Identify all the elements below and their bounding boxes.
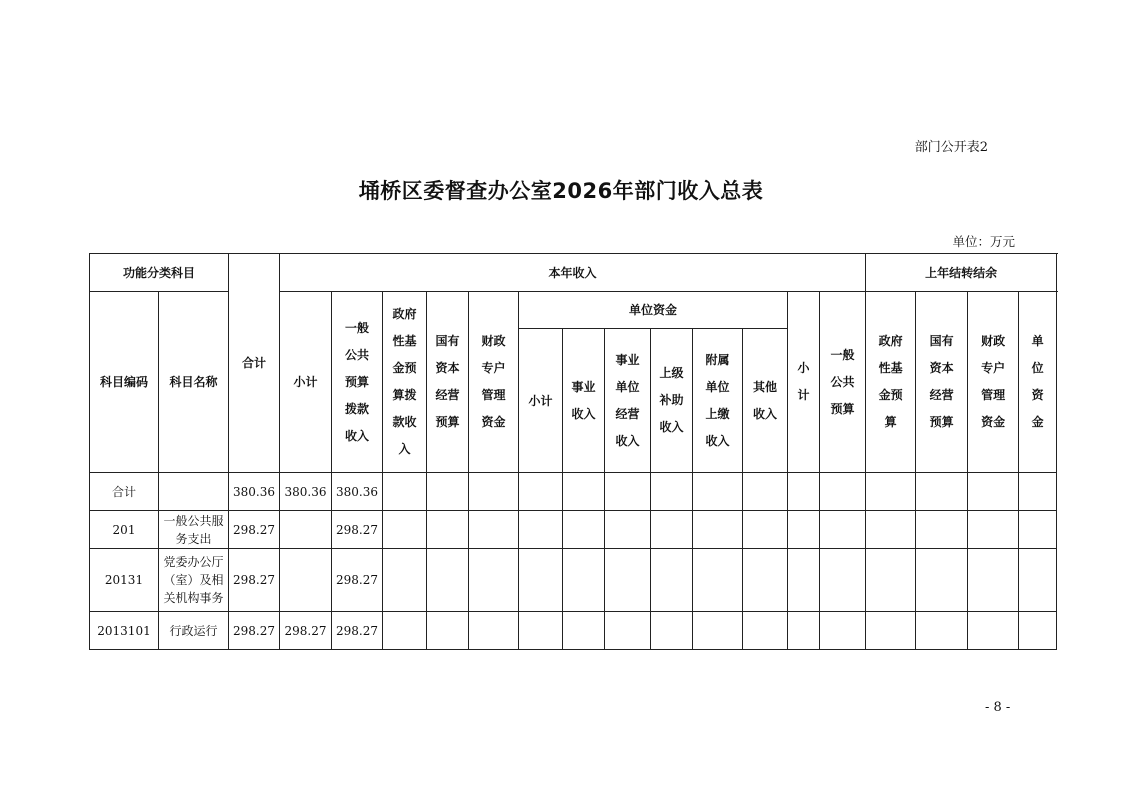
cell-name: 一般公共服务支出 <box>159 511 229 549</box>
cell-total: 298.27 <box>229 612 280 650</box>
header-subject-name: 科目名称 <box>159 292 229 473</box>
header-uf-other: 其他收入 <box>743 329 788 473</box>
header-uf-unit-operating: 事业单位经营收入 <box>605 329 651 473</box>
cell-cur-general-budget: 298.27 <box>332 549 383 612</box>
table-row <box>90 511 1057 549</box>
header-cur-gov-fund: 政府性基金预算拨款收入 <box>383 292 427 473</box>
cell-code: 20131 <box>90 549 159 612</box>
header-unit-funds: 单位资金 <box>519 292 788 329</box>
cell-cur-subtotal: 298.27 <box>280 612 332 650</box>
header-uf-superior-subsidy: 上级补助收入 <box>651 329 693 473</box>
cell-total: 298.27 <box>229 549 280 612</box>
cell-name <box>159 473 229 511</box>
page-title: 埇桥区委督查办公室2026年部门收入总表 <box>358 179 764 203</box>
cell-name: 行政运行 <box>159 612 229 650</box>
page-number: - 8 - <box>985 700 1011 715</box>
cell-total: 380.36 <box>229 473 280 511</box>
form-number: 部门公开表2 <box>914 140 988 155</box>
header-py-soe: 国有资本经营预算 <box>916 292 968 473</box>
table-row <box>90 549 1057 612</box>
header-current-income: 本年收入 <box>280 254 866 292</box>
header-prior-carryover: 上年结转结余 <box>866 254 1057 292</box>
header-py-unit-funds: 单位资金 <box>1019 292 1057 473</box>
header-cur-subtotal: 小计 <box>280 292 332 473</box>
header-cur-general-budget: 一般公共预算拨款收入 <box>332 292 383 473</box>
header-py-subtotal: 小计 <box>788 292 820 473</box>
table-row <box>90 612 1057 650</box>
header-cur-fiscal-special: 财政专户管理资金 <box>469 292 519 473</box>
table-row <box>90 473 1057 511</box>
header-subject-code: 科目编码 <box>90 292 159 473</box>
header-uf-business: 事业收入 <box>563 329 605 473</box>
cell-name: 党委办公厅（室）及相关机构事务 <box>159 549 229 612</box>
cell-code: 合计 <box>90 473 159 511</box>
cell-cur-subtotal <box>280 549 332 612</box>
unit-label: 单位：万元 <box>952 234 1015 249</box>
header-py-gov-fund: 政府性基金预算 <box>866 292 916 473</box>
income-summary-table <box>89 253 1057 650</box>
header-cur-soe-budget: 国有资本经营预算 <box>427 292 469 473</box>
header-func-class: 功能分类科目 <box>90 254 229 292</box>
cell-total: 298.27 <box>229 511 280 549</box>
cell-cur-general-budget: 298.27 <box>332 612 383 650</box>
header-py-general-budget: 一般公共预算 <box>820 292 866 473</box>
header-uf-subtotal: 小计 <box>519 329 563 473</box>
cell-code: 201 <box>90 511 159 549</box>
cell-cur-general-budget: 298.27 <box>332 511 383 549</box>
header-total: 合计 <box>229 254 280 473</box>
cell-cur-general-budget: 380.36 <box>332 473 383 511</box>
header-py-fiscal-special: 财政专户管理资金 <box>968 292 1019 473</box>
cell-cur-subtotal: 380.36 <box>280 473 332 511</box>
cell-cur-subtotal <box>280 511 332 549</box>
header-uf-affiliated: 附属单位上缴收入 <box>693 329 743 473</box>
cell-code: 2013101 <box>90 612 159 650</box>
